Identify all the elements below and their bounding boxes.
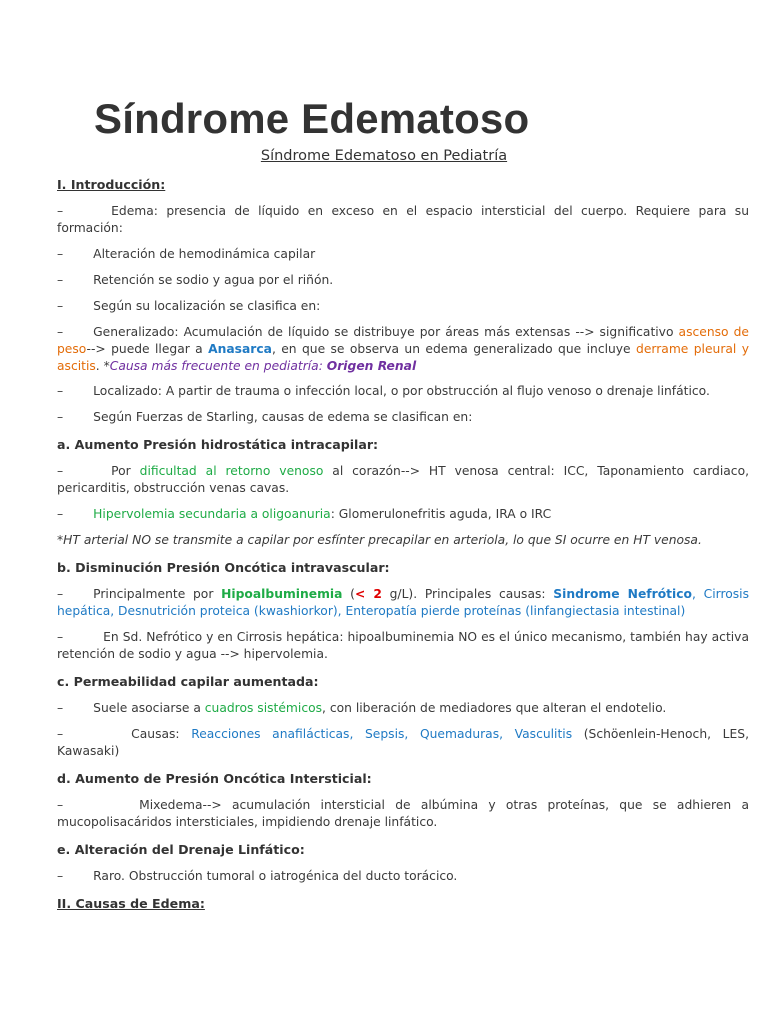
section-heading-text: II. Causas de Edema: xyxy=(57,896,205,911)
highlight-ascenso-peso: ascenso de peso xyxy=(57,325,749,356)
note-causa-frecuente: Causa más frecuente en pediatría: xyxy=(109,359,327,373)
bullet-dash: – xyxy=(57,247,64,261)
section-heading-d: d. Aumento de Presión Oncótica Intersticial: xyxy=(57,771,372,786)
bullet-dash: – xyxy=(57,727,64,741)
highlight-threshold: < 2 xyxy=(354,587,382,601)
paragraph-text: Edema: presencia de líquido en exceso en el espacio intersticial del cuerpo. Requiere para su formación: xyxy=(57,204,749,235)
bullet-dash: – xyxy=(57,273,64,287)
highlight-cuadros-sistemicos: cuadros sistémicos xyxy=(204,701,323,715)
list-item-text: Según su localización se clasifica en: xyxy=(93,299,321,313)
section-heading-b: b. Disminución Presión Oncótica intravascular: xyxy=(57,560,390,575)
bullet-dash: – xyxy=(57,325,64,339)
paragraph-causas-permeabilidad xyxy=(57,726,749,760)
paragraph-text: Principalmente por xyxy=(93,587,222,601)
section-heading-a: a. Aumento Presión hidrostática intracapilar: xyxy=(57,437,379,452)
list-item-text: , con liberación de mediadores que alteran el endotelio. xyxy=(322,701,667,715)
bullet-dash: – xyxy=(57,299,64,313)
list-item xyxy=(57,409,749,426)
paragraph-text: . * xyxy=(95,359,110,373)
list-item xyxy=(57,246,749,263)
list-item xyxy=(57,298,749,315)
section-heading-causas xyxy=(57,895,749,912)
document-title: Síndrome Edematoso xyxy=(94,95,530,142)
section-heading-e: e. Alteración del Drenaje Linfático: xyxy=(57,842,305,857)
highlight-hipoalbuminemia: Hipoalbuminemia xyxy=(221,587,343,601)
list-item-text: Alteración de hemodinámica capilar xyxy=(93,247,316,261)
list-item-text: Suele asociarse a xyxy=(93,701,205,715)
list-item xyxy=(57,700,749,717)
section-heading-c: c. Permeabilidad capilar aumentada: xyxy=(57,674,319,689)
list-item xyxy=(57,506,749,523)
highlight-hipervolemia: Hipervolemia secundaria a oligoanuria xyxy=(93,507,331,521)
bullet-dash: – xyxy=(57,701,64,715)
paragraph-mixedema xyxy=(57,797,749,831)
bullet-dash: – xyxy=(57,798,64,812)
highlight-retorno-venoso: dificultad al retorno venoso xyxy=(139,464,324,478)
bullet-dash: – xyxy=(57,587,64,601)
highlight-causas-list: , Cirrosis hepática, Desnutrición proteica (kwashiorkor), Enteropatía pierde proteínas (linfangiectasia intestinal) xyxy=(57,587,749,618)
list-item-text: Raro. Obstrucción tumoral o iatrogénica del ducto torácico. xyxy=(93,869,458,883)
note-ht-arterial: *HT arterial NO se transmite a capilar por esfínter precapilar en arteriola, lo que SI ocurre en HT venosa. xyxy=(57,533,702,547)
list-item xyxy=(57,383,749,400)
list-item-text: Según Fuerzas de Starling, causas de edema se clasifican en: xyxy=(93,410,473,424)
note-origen-renal: Origen Renal xyxy=(326,359,417,373)
document-subtitle: Síndrome Edematoso en Pediatría xyxy=(260,148,508,164)
bullet-dash: – xyxy=(57,869,64,883)
paragraph-text: Causas: xyxy=(131,727,192,741)
section-heading-introduccion xyxy=(57,176,749,193)
bullet-dash: – xyxy=(57,630,64,644)
list-item-text: : Glomerulonefritis aguda, IRA o IRC xyxy=(330,507,552,521)
bullet-dash: – xyxy=(57,507,64,521)
paragraph-text: --> puede llegar a xyxy=(86,342,209,356)
bullet-dash: – xyxy=(57,410,64,424)
paragraph-text: En Sd. Nefrótico y en Cirrosis hepática: hipoalbuminemia NO es el único mecanismo, también hay activa retención de sodio y agua --> hipervolemia. xyxy=(57,630,749,661)
paragraph-sd-nefrotico xyxy=(57,629,749,663)
paragraph-edema-definition xyxy=(57,203,749,237)
list-item xyxy=(57,868,749,885)
document-body xyxy=(57,176,749,922)
highlight-anasarca: Anasarca xyxy=(208,342,272,356)
list-item-text: Localizado: A partir de trauma o infección local, o por obstrucción al flujo venoso o drenaje linfático. xyxy=(93,384,710,398)
highlight-causas-permeabilidad: Reacciones anafilácticas, Sepsis, Quemaduras, Vasculitis xyxy=(191,727,573,741)
paragraph-retorno-venoso xyxy=(57,463,749,497)
paragraph-generalizado xyxy=(57,324,749,375)
bullet-dash: – xyxy=(57,204,64,218)
section-heading-text: I. Introducción: xyxy=(57,177,166,192)
paragraph-text: al corazón--> HT venosa central: ICC, Taponamiento cardiaco, pericarditis, obstrucción venas cavas. xyxy=(57,464,750,495)
bullet-dash: – xyxy=(57,464,64,478)
paragraph-text: Generalizado: Acumulación de líquido se distribuye por áreas más extensas --> significativo xyxy=(93,325,679,339)
list-item xyxy=(57,272,749,289)
list-item-text: Retención se sodio y agua por el riñón. xyxy=(93,273,334,287)
paragraph-text: g/L). Principales causas: xyxy=(381,587,554,601)
highlight-sindrome-nefrotico: Sindrome Nefrótico xyxy=(553,587,692,601)
paragraph-hipoalbuminemia xyxy=(57,586,749,620)
highlight-derrame: derrame pleural y ascitis xyxy=(57,342,749,373)
paragraph-text: ( xyxy=(342,587,355,601)
paragraph-text: (Schöenlein-Henoch, LES, Kawasaki) xyxy=(57,727,749,758)
bullet-dash: – xyxy=(57,384,64,398)
paragraph-text: Mixedema--> acumulación intersticial de albúmina y otras proteínas, que se adhieren a mucopolisacáridos intersticiales, impidiendo drenaje linfático. xyxy=(57,798,749,829)
paragraph-text: , en que se observa un edema generalizado que incluye xyxy=(271,342,637,356)
paragraph-text: Por xyxy=(111,464,140,478)
